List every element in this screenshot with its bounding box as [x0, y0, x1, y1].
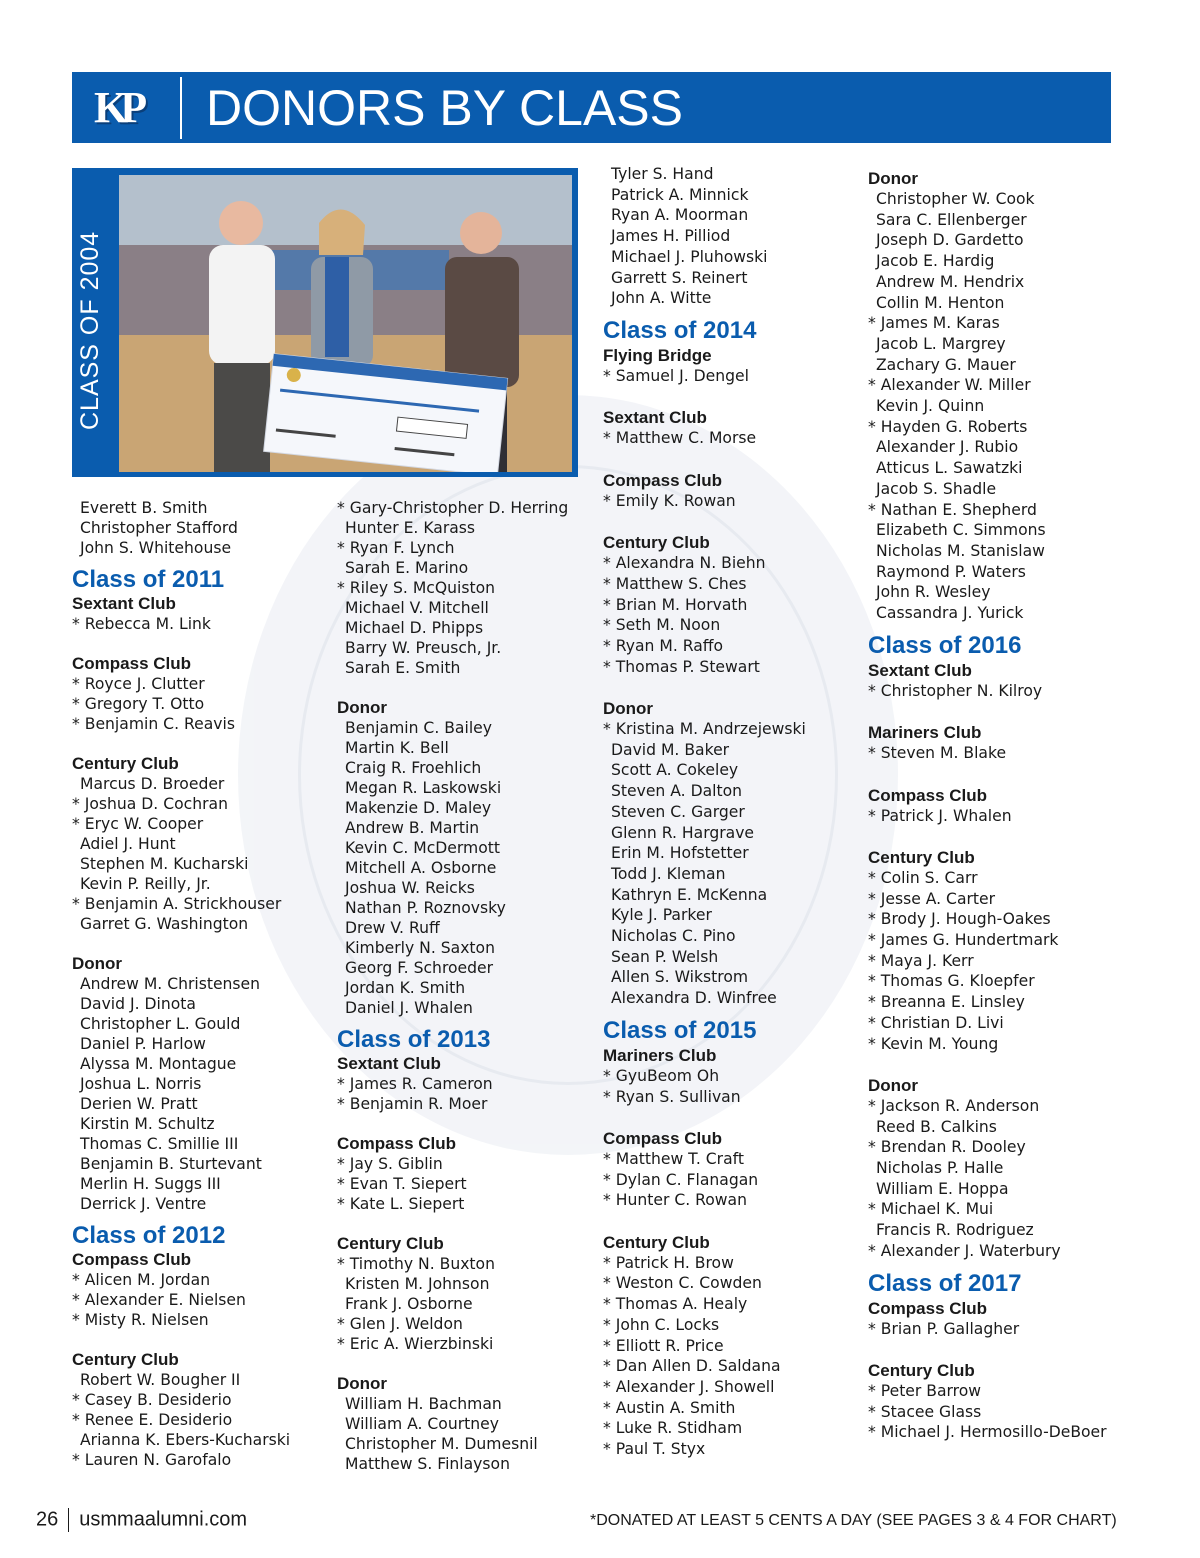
donor-name-starred: * Samuel J. Dengel	[603, 366, 749, 385]
donor-name-starred: * Peter Barrow	[868, 1381, 982, 1400]
donor-name-starred: * Eric A. Wierzbinski	[337, 1335, 494, 1353]
donor-name: Kristen M. Johnson	[345, 1275, 490, 1293]
class-heading: Class of 2012	[72, 1222, 226, 1249]
donor-name: Nicholas P. Halle	[876, 1159, 1004, 1178]
spacer	[337, 678, 568, 698]
donor-name-starred: * Ryan F. Lynch	[337, 539, 455, 557]
club-heading: Century Club	[72, 1350, 179, 1369]
donor-column-2	[337, 498, 568, 1474]
donor-name: Nicholas C. Pino	[611, 927, 736, 946]
donor-name-starred: * Elliott R. Price	[603, 1336, 724, 1355]
donor-name-starred: * Steven M. Blake	[868, 744, 1007, 763]
club-heading: Compass Club	[603, 1128, 723, 1148]
donor-name-starred: * Misty R. Nielsen	[72, 1311, 209, 1329]
donor-name: Jacob S. Shadle	[876, 479, 997, 498]
donor-name: Sara C. Ellenberger	[876, 210, 1027, 229]
spacer	[603, 511, 806, 532]
donor-name: Joseph D. Gardetto	[876, 231, 1024, 250]
donor-name-starred: * Patrick H. Brow	[603, 1253, 734, 1272]
donor-name-starred: * Matthew T. Craft	[603, 1149, 744, 1168]
club-heading: Compass Club	[337, 1134, 457, 1153]
donor-name: Christopher W. Cook	[876, 190, 1035, 208]
donor-name-starred: * Christopher N. Kilroy	[868, 681, 1043, 700]
donor-name: Marcus D. Broeder	[80, 775, 225, 793]
donor-name: Georg F. Schroeder	[345, 959, 494, 977]
donor-name: Elizabeth C. Simmons	[876, 521, 1046, 540]
donor-name-starred: * Christian D. Livi	[868, 1013, 1004, 1032]
club-heading: Compass Club	[72, 1250, 192, 1269]
club-heading: Mariners Club	[603, 1045, 717, 1065]
page-footer	[36, 1508, 247, 1532]
donor-name: Zachary G. Mauer	[876, 355, 1016, 374]
donor-name: Steven C. Garger	[611, 802, 745, 821]
club-heading: Compass Club	[868, 1298, 988, 1318]
donor-name-starred: * Riley S. McQuiston	[337, 579, 496, 597]
donor-name-starred: * James G. Hundertmark	[868, 931, 1059, 950]
donor-name: James H. Pilliod	[611, 227, 731, 246]
donor-name: Patrick A. Minnick	[611, 185, 749, 204]
donor-name-starred: * Alexander E. Nielsen	[72, 1291, 246, 1309]
donor-name: William E. Hoppa	[876, 1179, 1009, 1198]
donor-name-starred: * Gary-Christopher D. Herring	[337, 499, 569, 517]
donor-name: Mitchell A. Osborne	[345, 859, 497, 877]
donor-name-starred: * James M. Karas	[868, 314, 1000, 333]
donor-name: Frank J. Osborne	[345, 1295, 473, 1313]
club-heading: Century Club	[337, 1234, 444, 1253]
donor-name-starred: * Paul T. Styx	[603, 1440, 706, 1459]
club-heading: Donor	[603, 699, 654, 718]
photo-illustration	[119, 175, 572, 472]
club-heading: Flying Bridge	[603, 345, 712, 365]
donor-name-starred: * Brian M. Horvath	[603, 595, 748, 614]
donor-name-starred: * Kevin M. Young	[868, 1034, 999, 1053]
donor-name: Jacob E. Hardig	[876, 252, 995, 271]
spacer	[337, 1354, 568, 1374]
donor-name-starred: * Evan T. Siepert	[337, 1175, 467, 1193]
donor-name-starred: * Timothy N. Buxton	[337, 1255, 495, 1273]
donor-name: Cassandra J. Yurick	[876, 604, 1024, 623]
donor-name: Andrew B. Martin	[345, 819, 480, 837]
donor-name-starred: * Stacee Glass	[868, 1402, 982, 1421]
donor-name: Jacob L. Margrey	[876, 334, 1006, 353]
donor-name-starred: * Matthew C. Morse	[603, 429, 757, 448]
donor-name: Glenn R. Hargrave	[611, 823, 755, 842]
donor-name: David M. Baker	[611, 740, 730, 759]
donor-name: Derrick J. Ventre	[80, 1195, 207, 1213]
donor-name-starred: * Seth M. Noon	[603, 616, 721, 635]
donor-name: Todd J. Kleman	[611, 864, 726, 883]
donor-name: Erin M. Hofstetter	[611, 844, 749, 863]
donor-name-starred: * Hayden G. Roberts	[868, 417, 1028, 436]
donor-name: Garret G. Washington	[80, 915, 249, 933]
donor-name: Kimberly N. Saxton	[345, 939, 495, 957]
photo-class-label: CLASS OF 2004	[76, 230, 104, 430]
donor-name: William A. Courtney	[345, 1415, 499, 1433]
donor-name: Benjamin C. Bailey	[345, 719, 492, 737]
donor-name: Craig R. Froehlich	[345, 759, 482, 777]
donor-name-starred: * Jesse A. Carter	[868, 889, 996, 908]
class-heading: Class of 2016	[868, 631, 1022, 659]
donor-name-starred: * Ryan S. Sullivan	[603, 1087, 741, 1106]
club-heading: Donor	[337, 698, 388, 717]
donor-name: Allen S. Wikstrom	[611, 968, 749, 987]
kp-logo: KP	[94, 83, 140, 132]
donor-name: Derien W. Pratt	[80, 1095, 198, 1113]
donor-name: Alyssa M. Montague	[80, 1055, 237, 1073]
donor-name: Collin M. Henton	[876, 293, 1005, 312]
donor-name: Tyler S. Hand	[611, 165, 714, 183]
club-heading: Donor	[868, 1075, 919, 1095]
donor-name: Sarah E. Smith	[345, 659, 461, 677]
donor-name-starred: * Benjamin A. Strickhouser	[72, 895, 282, 913]
donor-name-starred: * Michael J. Hermosillo-DeBoer	[868, 1423, 1107, 1442]
donor-name: Christopher Stafford	[80, 519, 238, 537]
spacer	[72, 934, 290, 954]
donor-name: Kevin J. Quinn	[876, 397, 985, 416]
club-heading: Century Club	[603, 1232, 710, 1252]
spacer	[868, 826, 1107, 847]
class-heading: Class of 2015	[603, 1016, 757, 1044]
donor-name: Michael J. Pluhowski	[611, 247, 768, 266]
donor-column-4	[868, 168, 1107, 1443]
donor-name: Thomas C. Smillie III	[80, 1135, 239, 1153]
donor-name-starred: * Luke R. Stidham	[603, 1419, 743, 1438]
class-heading: Class of 2013	[337, 1026, 491, 1053]
donor-name-starred: * GyuBeom Oh	[603, 1066, 720, 1085]
donor-name: Michael D. Phipps	[345, 619, 484, 637]
spacer	[603, 387, 806, 408]
donor-name-starred: * Alexander J. Showell	[603, 1377, 775, 1396]
donor-name-starred: * Thomas G. Kloepfer	[868, 972, 1035, 991]
donor-name-starred: * Joshua D. Cochran	[72, 795, 228, 813]
donor-column-1	[72, 498, 290, 1470]
donor-name-starred: * Breanna E. Linsley	[868, 993, 1025, 1012]
spacer	[868, 701, 1107, 722]
club-heading: Century Club	[603, 533, 710, 553]
donor-name: David J. Dinota	[80, 995, 196, 1013]
donor-name: Benjamin B. Sturtevant	[80, 1155, 262, 1173]
donor-name: Atticus L. Sawatzki	[876, 459, 1023, 478]
club-heading: Century Club	[868, 847, 975, 867]
donor-name: Christopher L. Gould	[80, 1015, 241, 1033]
donor-name: Megan R. Laskowski	[345, 779, 502, 797]
class-heading: Class of 2014	[603, 316, 757, 344]
donor-name-starred: * Hunter C. Rowan	[603, 1191, 747, 1210]
donor-name-starred: * Jackson R. Anderson	[868, 1096, 1040, 1115]
donor-name: John A. Witte	[611, 289, 712, 308]
donor-name: Barry W. Preusch, Jr.	[345, 639, 502, 657]
donor-name-starred: * Weston C. Cowden	[603, 1274, 762, 1293]
donor-name: Adiel J. Hunt	[80, 835, 176, 853]
donor-name: Matthew S. Finlayson	[345, 1455, 510, 1473]
donor-name-starred: * Renee E. Desiderio	[72, 1411, 233, 1429]
donor-name-starred: * Maya J. Kerr	[868, 951, 974, 970]
club-heading: Mariners Club	[868, 723, 982, 743]
donor-name: Arianna K. Ebers-Kucharski	[80, 1431, 291, 1449]
donor-name-starred: * Thomas P. Stewart	[603, 657, 760, 676]
spacer	[72, 634, 290, 654]
donor-name: John R. Wesley	[876, 583, 991, 602]
donor-name-starred: * Dylan C. Flanagan	[603, 1170, 759, 1189]
donor-name: Kevin C. McDermott	[345, 839, 500, 857]
donor-name: Everett B. Smith	[80, 499, 208, 517]
club-heading: Sextant Club	[603, 408, 707, 428]
donor-column-3	[603, 164, 806, 1460]
donor-name: Nathan P. Roznovsky	[345, 899, 506, 917]
donor-name: Martin K. Bell	[345, 739, 449, 757]
club-heading: Sextant Club	[868, 660, 972, 680]
donor-name: Jordan K. Smith	[345, 979, 466, 997]
donor-name: Ryan A. Moorman	[611, 206, 749, 225]
donor-name-starred: * Alexandra N. Biehn	[603, 554, 766, 573]
donor-name: Sarah E. Marino	[345, 559, 469, 577]
donor-name-starred: * Alexander J. Waterbury	[868, 1241, 1061, 1260]
donor-name: Stephen M. Kucharski	[80, 855, 249, 873]
donor-name-starred: * Casey B. Desiderio	[72, 1391, 232, 1409]
donor-name: Andrew M. Christensen	[80, 975, 261, 993]
club-heading: Donor	[337, 1374, 388, 1393]
donor-name-starred: * Brody J. Hough-Oakes	[868, 910, 1051, 929]
donor-name: Kevin P. Reilly, Jr.	[80, 875, 211, 893]
donor-name-starred: * Colin S. Carr	[868, 868, 978, 887]
donor-name-starred: * Emily K. Rowan	[603, 491, 736, 510]
donor-name: Alexandra D. Winfree	[611, 989, 777, 1008]
check-presentation-photo	[119, 175, 572, 472]
donor-name: Garrett S. Reinert	[611, 268, 748, 287]
donor-name: Daniel P. Harlow	[80, 1035, 206, 1053]
club-heading: Compass Club	[72, 654, 192, 673]
club-heading: Sextant Club	[72, 594, 176, 613]
donor-name-starred: * Kristina M. Andrzejewski	[603, 720, 806, 738]
donor-name-starred: * Nathan E. Shepherd	[868, 500, 1037, 519]
donor-name: Raymond P. Waters	[876, 562, 1026, 581]
donor-name-starred: * Alicen M. Jordan	[72, 1271, 211, 1289]
club-heading: Donor	[72, 954, 123, 973]
donor-name-starred: * James R. Cameron	[337, 1075, 493, 1093]
spacer	[603, 1107, 806, 1128]
club-heading: Century Club	[72, 754, 179, 773]
donor-name: John S. Whitehouse	[80, 539, 232, 557]
donor-name: Reed B. Calkins	[876, 1117, 997, 1136]
spacer	[603, 1211, 806, 1232]
class-heading: Class of 2017	[868, 1269, 1022, 1297]
donor-name-starred: * Kate L. Siepert	[337, 1195, 465, 1213]
donor-name-starred: * Alexander W. Miller	[868, 376, 1031, 395]
donor-name: Drew V. Ruff	[345, 919, 440, 937]
header-divider	[180, 77, 182, 139]
donor-name: Robert W. Bougher II	[80, 1371, 241, 1389]
donor-name-starred: * Benjamin R. Moer	[337, 1095, 488, 1113]
donor-name-starred: * Brian P. Gallagher	[868, 1319, 1020, 1338]
donor-name-starred: * John C. Locks	[603, 1315, 720, 1334]
club-heading: Compass Club	[603, 470, 723, 490]
club-heading: Compass Club	[868, 785, 988, 805]
donor-name-starred: * Lauren N. Garofalo	[72, 1451, 232, 1469]
donor-name: Kirstin M. Schultz	[80, 1115, 215, 1133]
donor-name-starred: * Matthew S. Ches	[603, 574, 747, 593]
spacer	[72, 1330, 290, 1350]
club-heading: Century Club	[868, 1360, 975, 1380]
spacer	[868, 764, 1107, 785]
donor-name: Nicholas M. Stanislaw	[876, 541, 1045, 560]
donor-name-starred: * Brendan R. Dooley	[868, 1138, 1026, 1157]
donor-name: Francis R. Rodriguez	[876, 1221, 1034, 1240]
page-number: 26	[36, 1508, 59, 1531]
class-heading: Class of 2011	[72, 566, 225, 593]
donor-name-starred: * Gregory T. Otto	[72, 695, 205, 713]
spacer	[72, 734, 290, 754]
spacer	[868, 1054, 1107, 1075]
donor-name: Kyle J. Parker	[611, 906, 712, 925]
donor-name-starred: * Jay S. Giblin	[337, 1155, 443, 1173]
donation-footnote: *DONATED AT LEAST 5 CENTS A DAY (SEE PAGES 3 & 4 FOR CHART)	[590, 1512, 1117, 1529]
footer-divider	[68, 1508, 69, 1532]
spacer	[603, 449, 806, 470]
site-url: usmmaalumni.com	[79, 1508, 248, 1531]
donor-name-starred: * Glen J. Weldon	[337, 1315, 463, 1333]
class-photo-panel	[72, 168, 578, 477]
page-title: DONORS BY CLASS	[206, 80, 684, 136]
donor-name: Michael V. Mitchell	[345, 599, 489, 617]
donor-name-starred: * Eryc W. Cooper	[72, 815, 204, 833]
donor-name-starred: * Dan Allen D. Saldana	[603, 1357, 781, 1376]
donor-name: Andrew M. Hendrix	[876, 272, 1025, 291]
donor-name: Daniel J. Whalen	[345, 999, 473, 1017]
spacer	[868, 1339, 1107, 1360]
donor-name-starred: * Royce J. Clutter	[72, 675, 205, 693]
donor-name: Kathryn E. McKenna	[611, 885, 768, 904]
donor-name-starred: * Ryan M. Raffo	[603, 636, 724, 655]
club-heading: Donor	[868, 169, 919, 188]
club-heading: Sextant Club	[337, 1054, 441, 1073]
donor-name: Joshua L. Norris	[80, 1075, 202, 1093]
donor-name-starred: * Benjamin C. Reavis	[72, 715, 235, 733]
donor-name: Alexander J. Rubio	[876, 438, 1019, 457]
page-header	[72, 72, 1111, 143]
donor-name: Hunter E. Karass	[345, 519, 476, 537]
spacer	[337, 1214, 568, 1234]
donor-name: Joshua W. Reicks	[345, 879, 475, 897]
donor-name-starred: * Michael K. Mui	[868, 1200, 994, 1219]
donor-name-starred: * Patrick J. Whalen	[868, 806, 1012, 825]
donor-name: Sean P. Welsh	[611, 947, 719, 966]
donor-name: Makenzie D. Maley	[345, 799, 492, 817]
donor-name: Steven A. Dalton	[611, 782, 743, 801]
donor-name: Scott A. Cokeley	[611, 761, 739, 780]
donor-name: Christopher M. Dumesnil	[345, 1435, 538, 1453]
donor-name-starred: * Austin A. Smith	[603, 1398, 736, 1417]
donor-name: Merlin H. Suggs III	[80, 1175, 221, 1193]
spacer	[603, 677, 806, 698]
donor-name-starred: * Thomas A. Healy	[603, 1295, 748, 1314]
donor-name: William H. Bachman	[345, 1395, 502, 1413]
donor-name-starred: * Rebecca M. Link	[72, 615, 211, 633]
spacer	[337, 1114, 568, 1134]
